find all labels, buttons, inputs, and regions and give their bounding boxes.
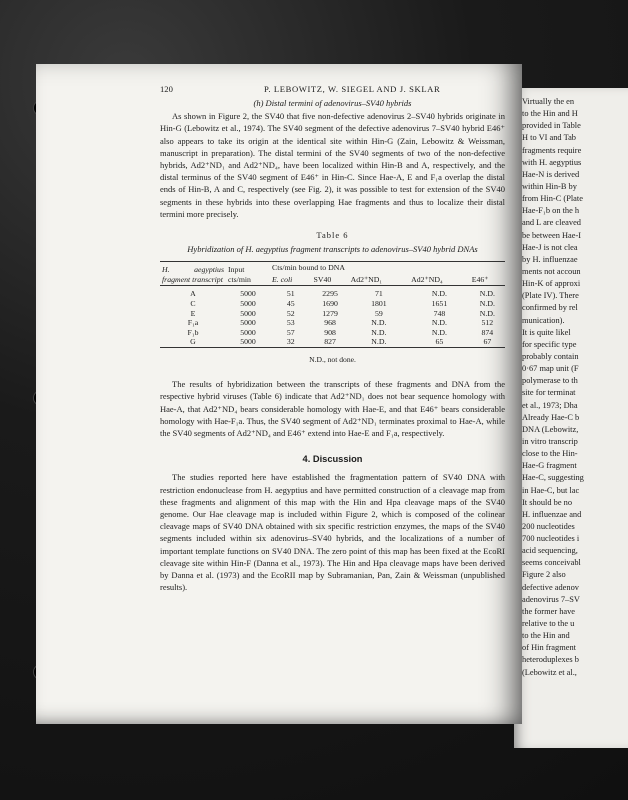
next-page-line: of Hin fragment <box>522 643 576 653</box>
col-header: SV40 <box>313 274 332 284</box>
next-page-line: Hae-N is derived <box>522 169 580 179</box>
table-cell: 32 <box>286 337 295 347</box>
section-heading: 4. Discussion <box>302 454 363 465</box>
next-page-line: in Hae-C, but lac <box>522 485 580 495</box>
table-cell: 53 <box>286 318 295 328</box>
next-page-line: heteroduplexes b <box>522 655 579 665</box>
next-page-line: (Plate IV). There <box>522 291 579 301</box>
table-cell: F₁a <box>187 318 199 328</box>
table-cell: 908 <box>324 327 336 337</box>
next-page-line: confirmed by rel <box>522 303 578 313</box>
table-cell: N.D. <box>371 327 387 337</box>
next-page-line: and L are cleaved <box>522 218 581 228</box>
table-cell: 45 <box>286 299 295 309</box>
paragraph: The results of hybridization between the transcripts of these fragments and DNA from the respective hybrid viruses (Table 6) indicate that Ad2⁺ND₁ does not bear sequence homology with Hae-A, that Ad2⁺ND₄ bears considerable homology with Hae-E, and that E46⁺ bears considerable homology with Hae-F₁a. Thus, the SV40 segment of Ad2⁺ND₁ terminates proximal to Hae-A, while the SV40 segments of Ad2⁺ND₄ and E46⁺ extend into Hae-E and F₁a, respectively. <box>160 379 505 438</box>
table-cell: N.D. <box>431 327 448 337</box>
table-cell: 1651 <box>431 299 448 309</box>
next-page-line: be between Hae-I <box>522 230 582 240</box>
data-table <box>160 261 505 347</box>
table-cell: N.D. <box>371 337 387 347</box>
table-cell: 512 <box>481 318 494 328</box>
next-page-line: ments not accoun <box>522 266 581 276</box>
next-page-line: for specific type <box>522 339 577 349</box>
next-page-line: (Lebowitz et al., <box>522 667 577 677</box>
col-header-input: Input cts/min <box>228 265 251 284</box>
table-cell: 51 <box>286 289 295 299</box>
table-note: N.D., not done. <box>309 354 356 364</box>
table-row <box>160 299 505 309</box>
table-cell: 874 <box>481 327 494 337</box>
next-page-line: Hae-G fragment <box>522 461 577 471</box>
table-cell: 57 <box>286 327 295 337</box>
table-cell: E <box>190 308 196 318</box>
journal-page <box>36 64 522 724</box>
col-header-transcript: H. aegyptius fragment transcript <box>162 265 224 284</box>
next-page-line: to the Hin and H <box>522 109 578 119</box>
table-cell: 5000 <box>240 337 256 347</box>
next-page-line: in vitro transcrip <box>522 436 578 446</box>
col-header: Ad2⁺ND₁ <box>350 274 383 284</box>
next-page-line: 0·67 map unit (F <box>522 364 579 374</box>
table-cell: 1690 <box>322 299 338 309</box>
table-cell: A <box>190 289 196 299</box>
table-row <box>160 286 505 299</box>
table-cell: N.D. <box>479 299 495 309</box>
next-page-line: et al., 1973; Dha <box>522 400 578 410</box>
table-row <box>160 309 505 319</box>
next-page-line: Virtually the en <box>522 97 575 106</box>
table-cell: 5000 <box>240 299 256 309</box>
next-page-line: It should be no <box>522 497 573 507</box>
next-page-line: It is quite likel <box>522 327 571 337</box>
table-cell: 65 <box>435 337 444 347</box>
next-page-line: seems conceivabl <box>522 558 581 568</box>
next-page-line: relative to the u <box>522 619 575 629</box>
next-page-line: Already Hae-C b <box>522 412 580 422</box>
table-cell: N.D. <box>479 289 495 299</box>
next-page-line: site for terminat <box>522 388 576 398</box>
author-header: P. LEBOWITZ, W. SIEGEL AND J. SKLAR <box>264 84 441 94</box>
next-page-line: Hae-F₁b on the h <box>522 206 580 216</box>
table-cell: N.D. <box>431 318 448 328</box>
page-number: 120 <box>160 84 173 94</box>
paragraph: The studies reported here have established the fragmentation pattern of SV40 DNA with restriction endonuclease from H. aegyptius and have permitted construction of a cleavage map from these fragments and alignment of this map with the Hin and Hpa cleavage maps of the SV40 genome. Our Hae cleavage map is included within Figure 2, which is composed of the colinear cleavage maps of SV40 DNA obtained with six specific restriction enzymes, the maps of the SV40 segments included within six adenovirus–SV40 hybrids, and the localizations of a number of important template functions on SV40 DNA. The zero point of this map has been fixed at the EcoRI cleavage site within Hin-F (Danna et al., 1973). The Hin and Hpa cleavage maps have been derived by Danna et al. (1973) and the EcoRII map by Subramanian, Pan, Zain & Weissman (unpublished results). <box>160 472 505 593</box>
next-page-text <box>522 96 628 679</box>
table-cell: 5000 <box>240 318 256 328</box>
table-cell: 1279 <box>322 308 338 318</box>
table-caption: Hybridization of H. aegyptius fragment transcripts to adenovirus–SV40 hybrid DNAs <box>187 244 478 255</box>
next-page-line: defective adenov <box>522 582 579 592</box>
next-page-line: from Hin-C (Plate <box>522 194 583 204</box>
next-page-line: polymerase to th <box>522 376 578 386</box>
article-body <box>160 97 505 593</box>
next-page-line: within Hin-B by <box>522 181 577 191</box>
table-cell: 968 <box>324 318 336 328</box>
subsection-heading: (h) Distal termini of adenovirus–SV40 hybrids <box>253 98 412 108</box>
table-cell: 52 <box>286 308 295 318</box>
table-cell: C <box>190 299 196 309</box>
next-page-line: H to VI and Tab <box>522 133 576 143</box>
next-page-line: acid sequencing, <box>522 546 578 556</box>
next-page-line: H. influenzae and <box>522 509 582 519</box>
table-cell: N.D. <box>431 289 448 299</box>
col-group-header: Cts/min bound to DNA <box>272 263 345 273</box>
next-page-line: provided in Table <box>522 121 581 131</box>
table-cell: 748 <box>433 308 446 318</box>
col-header: E46⁺ <box>471 274 489 284</box>
next-page-edge <box>514 88 628 748</box>
table-cell: 5000 <box>240 289 256 299</box>
next-page-line: fragments require <box>522 145 582 155</box>
next-page-line: the former have <box>522 606 576 616</box>
table-cell: 1801 <box>371 299 387 309</box>
table-cell: 5000 <box>240 327 256 337</box>
next-page-line: with H. aegyptius <box>522 157 582 167</box>
table-cell: 67 <box>483 337 492 347</box>
next-page-line: munication). <box>522 315 565 325</box>
table-cell: 2295 <box>322 289 338 299</box>
next-page-line: Hae-J is not clea <box>522 242 578 252</box>
table-cell: 59 <box>374 308 383 318</box>
next-page-line: by H. influenzae <box>522 254 578 264</box>
table-cell: N.D. <box>371 318 387 328</box>
table-label: Table 6 <box>316 230 349 241</box>
col-header: Ad2⁺ND₄ <box>411 274 443 284</box>
table-cell: G <box>190 337 196 347</box>
table-cell: F₁b <box>187 327 199 337</box>
next-page-line: probably contain <box>522 351 579 361</box>
next-page-line: Figure 2 also <box>522 570 566 580</box>
table-row <box>160 318 505 328</box>
next-page-line: Hin-K of approxi <box>522 279 581 289</box>
next-page-line: Hae-C, suggesting <box>522 473 584 483</box>
next-page-line: to the Hin and <box>522 631 570 641</box>
table-row <box>160 328 505 338</box>
next-page-line: DNA (Lebowitz, <box>522 424 579 434</box>
paragraph: As shown in Figure 2, the SV40 that five non-defective adenovirus 2–SV40 hybrids originate in Hin-G (Lebowitz et al., 1974). The SV40 segment of the defective adenovirus 7–SV40 hybrid E46⁺ also appears to take its origin at the identical site within Hin-G (Zain, Lebowitz & Weissman, manuscript in preparation). The distal termini of the SV40 segments of two of the non-defective hybrids, Ad2⁺ND₁ and Ad2⁺ND₄, have been localized within Hin-B and A, respectively, and the distal terminus of the SV40 segment of E46⁺ in Hin-C. Since Hae-A, E and F₁a overlap the distal ends of Hin-B, A and C, respectively (see Fig. 2), it was possible to test for extension of the SV40 segments in these hybrids into these overlapping Hae fragments and thus to localize their distal termini more precisely. <box>160 111 505 219</box>
next-page-line: 700 nucleotides i <box>522 534 580 544</box>
next-page-line: close to the Hin- <box>522 449 578 459</box>
table-row <box>160 337 505 347</box>
table-cell: 827 <box>324 337 336 347</box>
next-page-line: adenovirus 7–SV <box>522 594 580 604</box>
next-page-line: 200 nucleotides <box>522 521 575 531</box>
table-cell: 5000 <box>240 308 256 318</box>
col-header: E. coli <box>272 274 293 284</box>
table-cell: 71 <box>374 289 383 299</box>
table-cell: N.D. <box>479 308 495 318</box>
